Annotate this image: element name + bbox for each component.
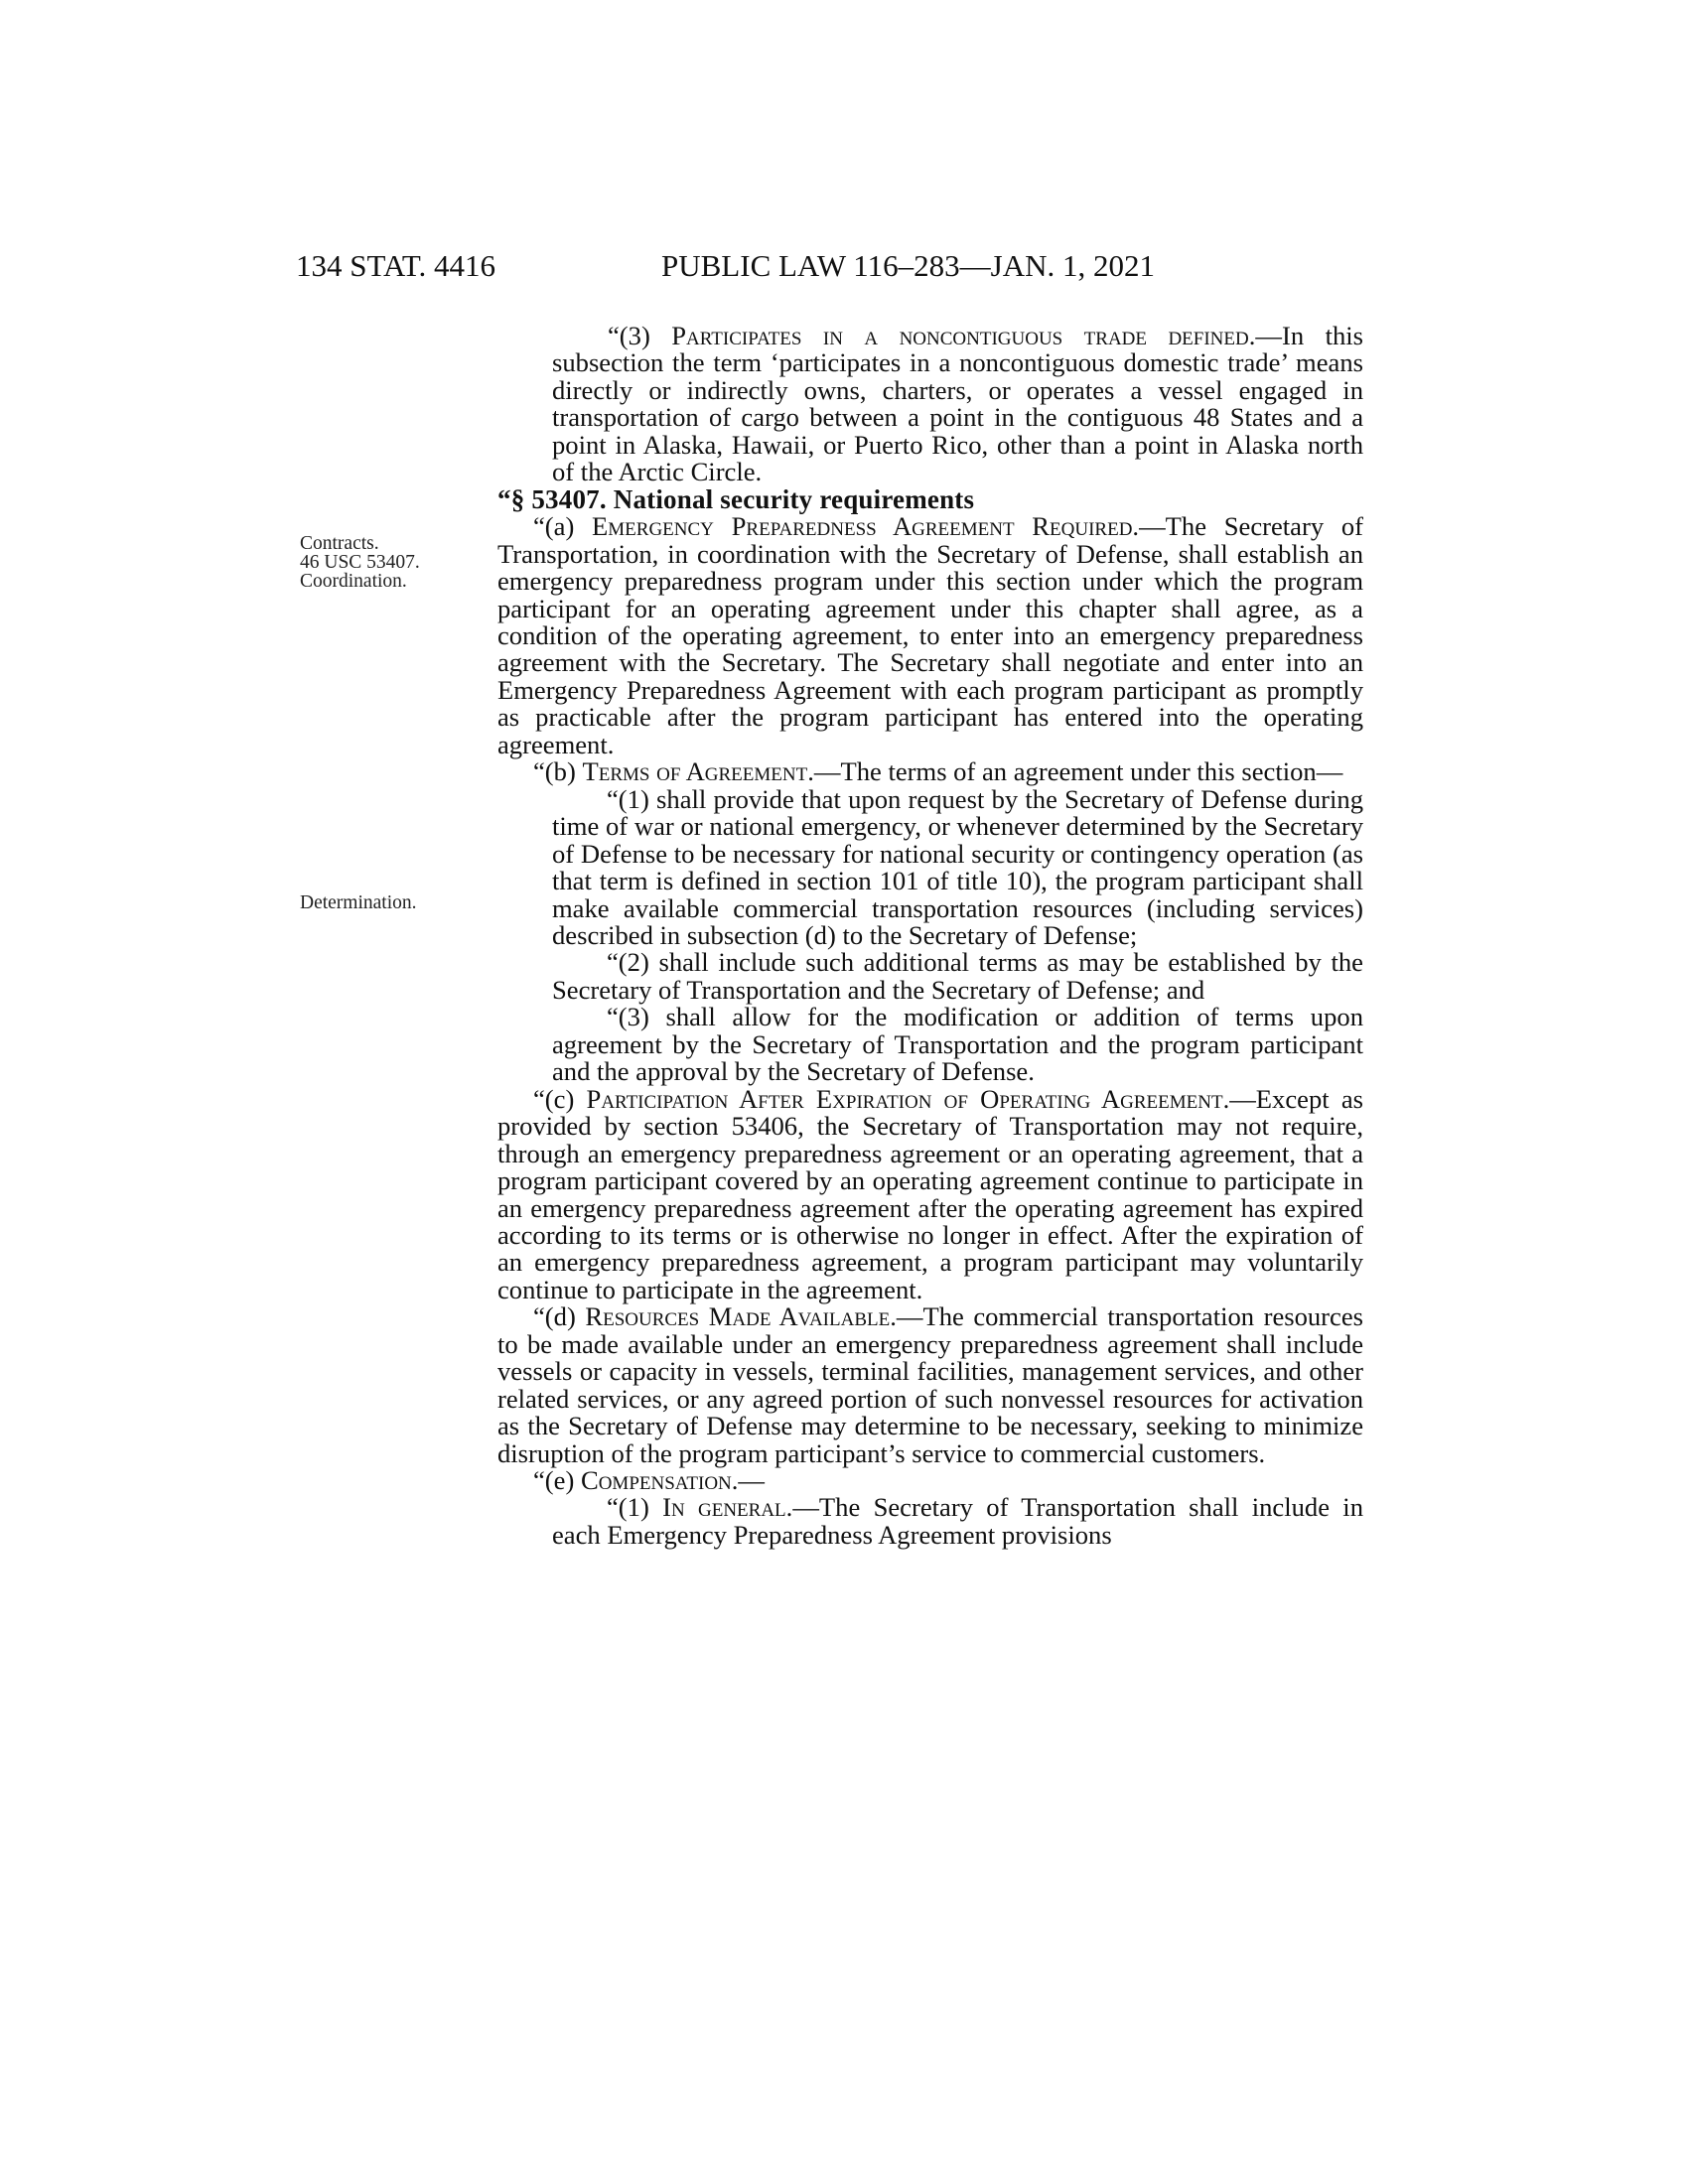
paragraph-heading: Participates in a noncontiguous trade defined xyxy=(671,321,1249,350)
paragraph-3-participates xyxy=(497,323,1363,486)
margin-note-line: Determination. xyxy=(300,892,417,913)
subsection-number: “(d) xyxy=(533,1301,586,1332)
subsection-text: .—The terms of an agreement under this section— xyxy=(807,756,1343,787)
paragraph-number: “(1) xyxy=(607,1492,663,1523)
paragraph-b3: “(3) shall allow for the modification or addition of terms upon agreement by the Secretary of Transportation and the program participant and the approval by the Secretary of Defense. xyxy=(552,1002,1363,1087)
paragraph-b1: “(1) shall provide that upon request by the Secretary of Defense during time of war or national emergency, or whenever determined by the Secretary of Defense to be necessary for national security or contingency operation (as that term is defined in section 101 of title 10), the program participant shall make available commercial transportation resources (including services) described in subsection (d) to the Secretary of Defense; xyxy=(552,783,1363,950)
paragraph-number: “(3) xyxy=(608,321,672,350)
subsection-heading: Participation After Expiration of Operating Agreement xyxy=(586,1083,1223,1114)
subsection-text: .—Except as provided by section 53406, the Secretary of Transportation may not require, through an emergency preparedness agreement or an operating agreement, that a program participant covered by an operating agreement continue to participate in an emergency preparedness agreement after the operating agreement has expired according to its terms or is otherwise no longer in effect. After the expiration of an emergency preparedness agreement, a program participant may voluntarily continue to participate in the agreement. xyxy=(497,1083,1363,1304)
paragraph-text: .—The Secretary of Transportation shall include in each Emergency Preparedness Agreement provisions xyxy=(552,1492,1363,1550)
margin-note-line: 46 USC 53407. xyxy=(300,552,420,573)
subsection-heading: Terms of Agreement xyxy=(582,756,808,787)
subsection-heading: Compensation xyxy=(580,1465,732,1496)
paragraph-text: .—In this subsection the term ‘participates in a noncontiguous domestic trade’ means directly or indirectly owns, charters, or operates a vessel engaged in transportation of cargo between a point in the contiguous 48 States and a point in Alaska, Hawaii, or Puerto Rico, other than a point in Alaska north of the Arctic Circle. xyxy=(552,321,1364,487)
margin-note-line: Contracts. xyxy=(300,533,379,554)
subsection-c xyxy=(497,1083,1363,1304)
body-text xyxy=(497,323,1363,1549)
paragraph-heading: In general xyxy=(662,1492,786,1523)
subsection-heading: Resources Made Available xyxy=(585,1301,891,1332)
subsection-b xyxy=(497,758,1363,785)
subsection-e xyxy=(497,1467,1363,1494)
running-head-title: PUBLIC LAW 116–283—JAN. 1, 2021 xyxy=(661,248,1155,283)
margin-note-determination xyxy=(300,893,417,912)
subsection-text: .— xyxy=(731,1465,766,1496)
subsection-number: “(e) xyxy=(533,1465,581,1496)
subsection-number: “(b) xyxy=(533,756,583,787)
paragraph-e1 xyxy=(497,1494,1363,1549)
margin-note-contracts xyxy=(300,534,420,591)
margin-note-line: Coordination. xyxy=(300,571,407,592)
subsection-text: .—The commercial transportation resources to be made available under an emergency preparedness agreement shall include vessels or capacity in vessels, terminal facilities, management services, and other related services, or any agreed portion of such nonvessel resources for activation as the Secretary of Defense may determine to be necessary, seeking to minimize disruption of the program participant’s service to commercial customers. xyxy=(497,1301,1363,1468)
paragraph-b2: “(2) shall include such additional terms as may be established by the Secretary of Transportation and the Secretary of Defense; and xyxy=(552,947,1363,1005)
subsection-d xyxy=(497,1303,1363,1467)
section-heading: “§ 53407. National security requirements xyxy=(497,483,975,514)
subsection-number: “(c) xyxy=(533,1083,587,1114)
stat-reference: 134 STAT. 4416 xyxy=(296,248,496,283)
subsection-a xyxy=(497,513,1363,758)
subsection-text: .—The Secretary of Transportation, in coordination with the Secretary of Defense, shall establish an emergency preparedness program under this section under which the program participant for an operating agreement under this chapter shall agree, as a condition of the operating agreement, to enter into an emergency preparedness agreement with the Secretary. The Secretary shall negotiate and enter into an Emergency Preparedness Agreement with each program participant as promptly as practicable after the program participant has entered into the operating agreement. xyxy=(497,511,1363,759)
subsection-heading: Emergency Preparedness Agreement Required xyxy=(592,511,1133,542)
subsection-number: “(a) xyxy=(533,511,593,542)
